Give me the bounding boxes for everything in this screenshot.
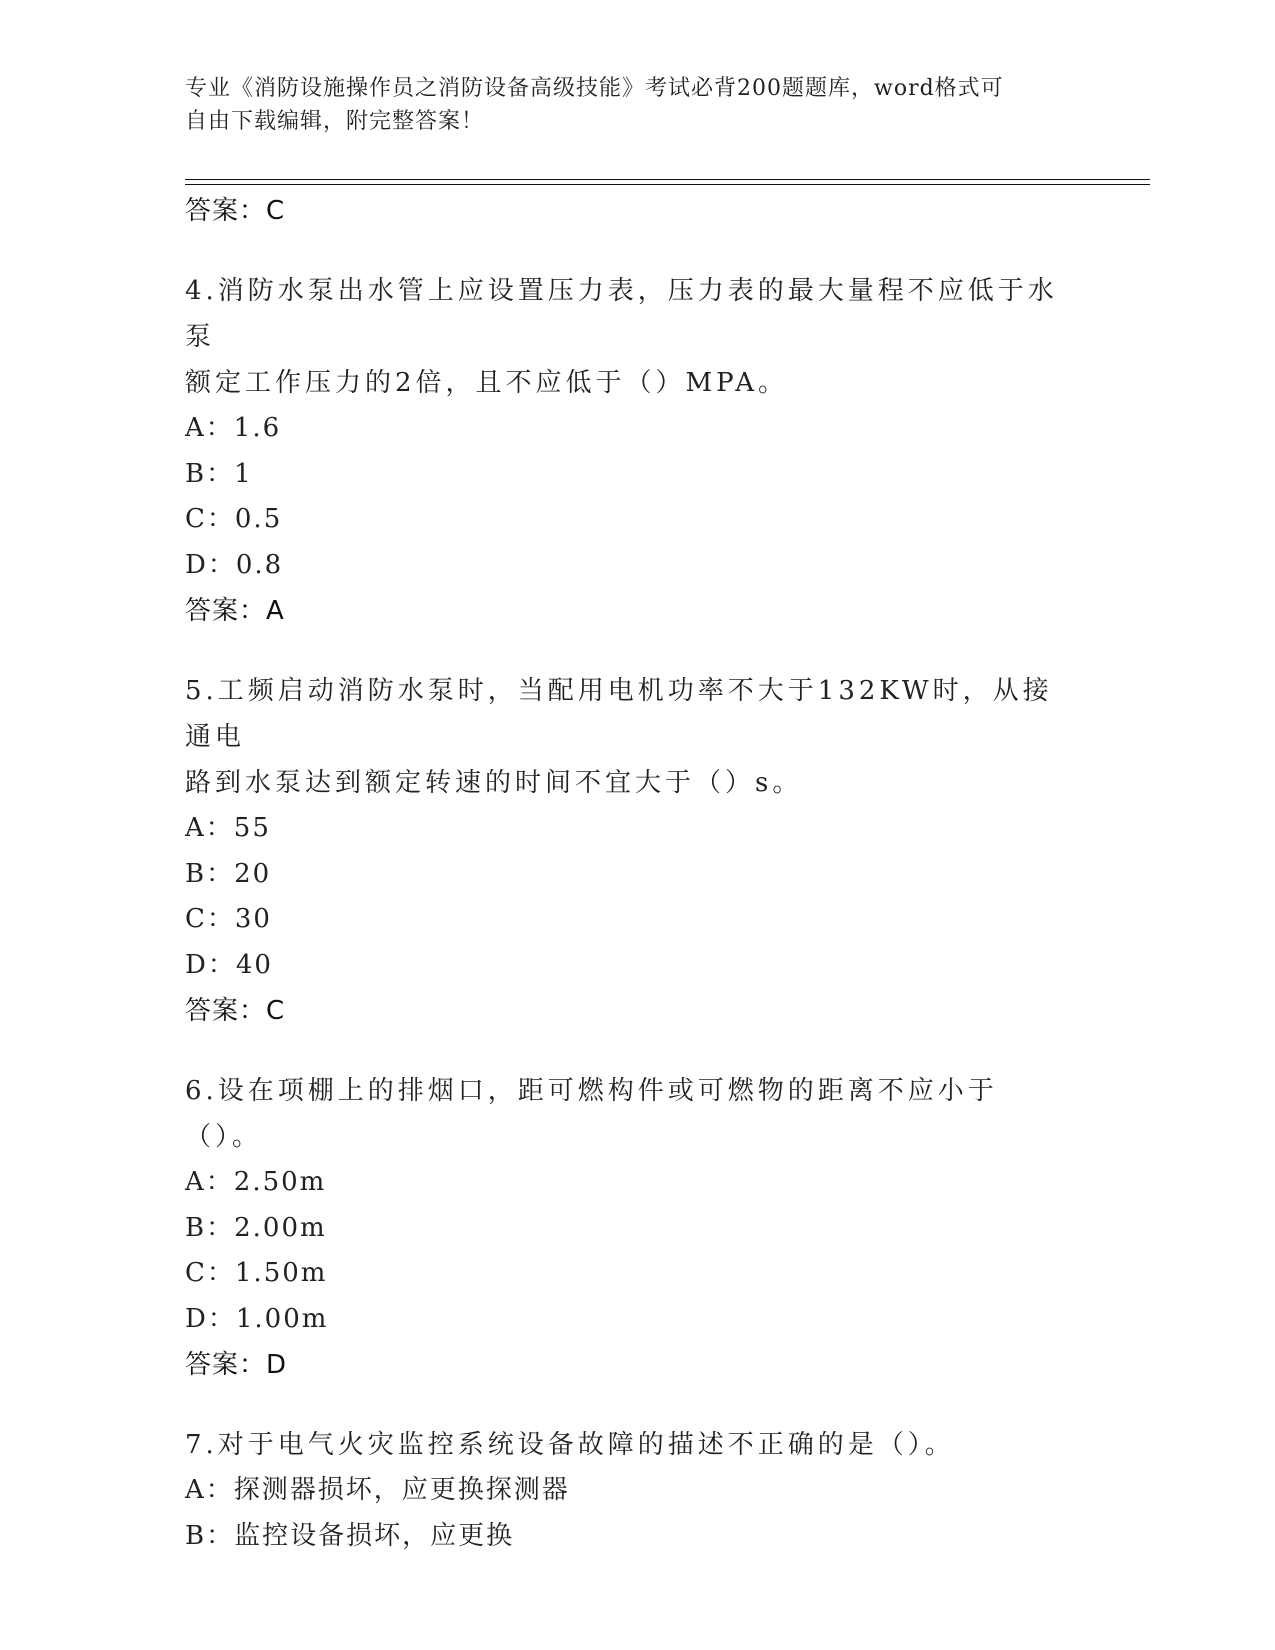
question-stem-continued: 额定工作压力的2倍，且不应低于（）MPA。 <box>185 368 789 398</box>
option-a: A：探测器损坏，应更换探测器 <box>185 1475 570 1505</box>
document-header <box>185 72 1065 138</box>
header-line-2: 自由下载编辑，附完整答案！ <box>185 109 485 134</box>
header-divider-top <box>185 179 1150 180</box>
option-b: B：20 <box>185 858 272 889</box>
option-a: A：2.50m <box>185 1167 327 1197</box>
header-divider-bottom <box>185 184 1150 185</box>
option-b: B：1 <box>185 458 253 489</box>
header-line-1: 专业《消防设施操作员之消防设备高级技能》考试必背200题题库，word格式可 <box>185 76 1004 101</box>
option-d: D：1.00m <box>185 1303 329 1334</box>
answer: 答案：C <box>185 996 286 1026</box>
question-stem-continued: 路到水泵达到额定转速的时间不宜大于（）s。 <box>185 768 803 798</box>
question-stem: 5.工频启动消防水泵时，当配用电机功率不大于132KW时，从接通电 <box>185 676 1053 752</box>
answer: 答案：D <box>185 1350 288 1380</box>
option-b: B：2.00m <box>185 1212 327 1243</box>
question-list <box>185 188 1065 1559</box>
option-b: B：监控设备损坏，应更换 <box>185 1520 515 1551</box>
question-5 <box>185 668 1065 1034</box>
answer: 答案：A <box>185 596 285 626</box>
option-a: A：55 <box>185 813 271 843</box>
question-4 <box>185 268 1065 634</box>
question-6 <box>185 1068 1065 1388</box>
option-c: C：30 <box>185 904 272 934</box>
question-7 <box>185 1422 1065 1559</box>
option-a: A：1.6 <box>185 413 282 443</box>
question-stem: 7.对于电气火灾监控系统设备故障的描述不正确的是（）。 <box>185 1430 955 1460</box>
option-d: D：0.8 <box>185 549 284 580</box>
option-c: C：0.5 <box>185 504 283 534</box>
previous-answer: 答案：C <box>185 196 286 226</box>
question-stem: 6.设在项棚上的排烟口，距可燃构件或可燃物的距离不应小于（）。 <box>185 1076 998 1152</box>
option-d: D：40 <box>185 949 273 980</box>
question-stem: 4.消防水泵出水管上应设置压力表，压力表的最大量程不应低于水泵 <box>185 276 1058 352</box>
option-c: C：1.50m <box>185 1258 328 1288</box>
